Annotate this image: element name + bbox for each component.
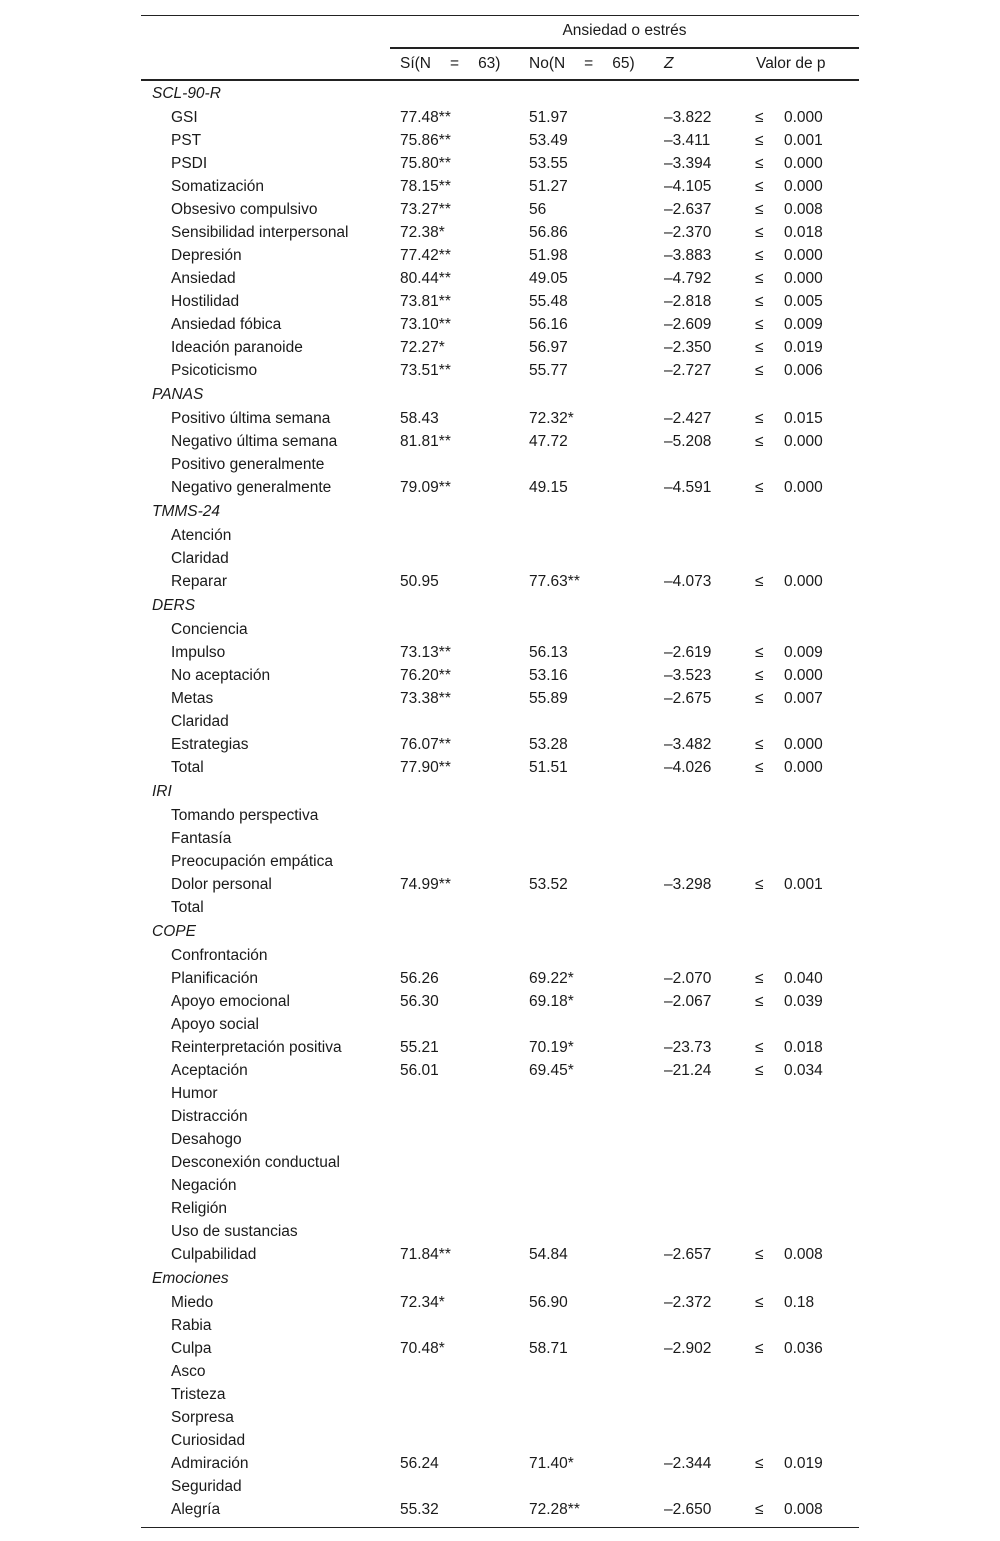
row-label: Reinterpretación positiva [171, 1039, 342, 1056]
value-no: 53.52 [529, 876, 568, 893]
section-title: SCL-90-R [152, 85, 221, 102]
value-no: 77.63** [529, 573, 580, 590]
le-symbol: ≤ [755, 759, 764, 776]
value-no: 53.28 [529, 736, 568, 753]
row-label: Religión [171, 1200, 228, 1217]
value-z: –2.350 [664, 339, 712, 356]
le-symbol: ≤ [755, 736, 764, 753]
value-z: –4.591 [664, 479, 712, 496]
value-si: 73.38** [400, 690, 451, 707]
le-symbol: ≤ [755, 1246, 764, 1263]
table-row [141, 1314, 859, 1337]
value-p: 0.009 [784, 644, 823, 661]
table-row [141, 896, 859, 919]
section-header [141, 919, 859, 944]
value-z: –2.070 [664, 970, 712, 987]
value-no: 47.72 [529, 433, 568, 450]
table-row [141, 618, 859, 641]
value-no: 69.18* [529, 993, 574, 1010]
row-label: Estrategias [171, 736, 249, 753]
le-symbol: ≤ [755, 644, 764, 661]
table-row [141, 290, 859, 313]
row-label: Total [171, 759, 204, 776]
value-no: 56.16 [529, 316, 568, 333]
table-row [141, 1337, 859, 1360]
value-p: 0.019 [784, 339, 823, 356]
value-no: 56 [529, 201, 547, 218]
section-header [141, 779, 859, 804]
table-row [141, 336, 859, 359]
value-si: 75.80** [400, 155, 451, 172]
value-no: 55.89 [529, 690, 568, 707]
value-no: 51.97 [529, 109, 568, 126]
le-symbol: ≤ [755, 1062, 764, 1079]
table-body [141, 81, 859, 1528]
table-row [141, 1452, 859, 1475]
value-p: 0.005 [784, 293, 823, 310]
row-label: Culpa [171, 1340, 212, 1357]
value-p: 0.000 [784, 433, 823, 450]
value-no: 54.84 [529, 1246, 568, 1263]
value-no: 56.86 [529, 224, 568, 241]
row-label: Obsesivo compulsivo [171, 201, 318, 218]
value-p: 0.000 [784, 573, 823, 590]
value-si: 76.07** [400, 736, 451, 753]
row-label: Distracción [171, 1108, 248, 1125]
le-symbol: ≤ [755, 1340, 764, 1357]
value-si: 55.32 [400, 1501, 439, 1518]
le-symbol: ≤ [755, 224, 764, 241]
le-symbol: ≤ [755, 1501, 764, 1518]
value-si: 70.48* [400, 1340, 445, 1357]
le-symbol: ≤ [755, 1039, 764, 1056]
value-si: 77.90** [400, 759, 451, 776]
value-z: –2.657 [664, 1246, 712, 1263]
le-symbol: ≤ [755, 316, 764, 333]
row-label: Metas [171, 690, 214, 707]
row-label: Conciencia [171, 621, 248, 638]
le-symbol: ≤ [755, 479, 764, 496]
value-z: –3.411 [664, 132, 711, 149]
table-row [141, 524, 859, 547]
le-symbol: ≤ [755, 433, 764, 450]
value-p: 0.036 [784, 1340, 823, 1357]
value-si: 73.81** [400, 293, 451, 310]
le-symbol: ≤ [755, 1294, 764, 1311]
value-p: 0.000 [784, 247, 823, 264]
table-row [141, 1220, 859, 1243]
le-symbol: ≤ [755, 155, 764, 172]
table-row [141, 476, 859, 499]
value-p: 0.008 [784, 1501, 823, 1518]
table-row [141, 990, 859, 1013]
row-label: No aceptación [171, 667, 271, 684]
row-label: Fantasía [171, 830, 232, 847]
le-symbol: ≤ [755, 573, 764, 590]
row-label: Tomando perspectiva [171, 807, 319, 824]
le-symbol: ≤ [755, 247, 764, 264]
le-symbol: ≤ [755, 178, 764, 195]
table-row [141, 641, 859, 664]
value-p: 0.000 [784, 667, 823, 684]
table-row [141, 1406, 859, 1429]
table-row [141, 1475, 859, 1498]
table-row [141, 1360, 859, 1383]
table-row [141, 1429, 859, 1452]
section-title: DERS [152, 597, 196, 614]
row-label: Culpabilidad [171, 1246, 257, 1263]
row-label: Sorpresa [171, 1409, 234, 1426]
value-z: –3.523 [664, 667, 712, 684]
value-si: 55.21 [400, 1039, 439, 1056]
value-z: –2.067 [664, 993, 712, 1010]
row-label: Apoyo emocional [171, 993, 290, 1010]
table-row [141, 1383, 859, 1406]
column-header-si: Sí(N = 63) [400, 55, 501, 72]
table-row [141, 175, 859, 198]
section-title: COPE [152, 923, 196, 940]
value-si: 73.27** [400, 201, 451, 218]
table-row [141, 967, 859, 990]
value-si: 56.26 [400, 970, 439, 987]
row-label: Hostilidad [171, 293, 240, 310]
value-no: 72.28** [529, 1501, 580, 1518]
table-row [141, 733, 859, 756]
le-symbol: ≤ [755, 109, 764, 126]
value-no: 49.05 [529, 270, 568, 287]
row-label: Reparar [171, 573, 227, 590]
value-si: 81.81** [400, 433, 451, 450]
le-symbol: ≤ [755, 201, 764, 218]
le-symbol: ≤ [755, 270, 764, 287]
value-no: 56.97 [529, 339, 568, 356]
value-si: 73.10** [400, 316, 451, 333]
table-row [141, 1036, 859, 1059]
value-p: 0.034 [784, 1062, 823, 1079]
row-label: Apoyo social [171, 1016, 259, 1033]
value-si: 76.20** [400, 667, 451, 684]
value-si: 73.13** [400, 644, 451, 661]
table-row [141, 152, 859, 175]
row-label: Negativo generalmente [171, 479, 332, 496]
row-label: Claridad [171, 713, 229, 730]
row-label: Humor [171, 1085, 218, 1102]
value-p: 0.000 [784, 155, 823, 172]
value-z: –2.344 [664, 1455, 712, 1472]
value-z: –4.105 [664, 178, 712, 195]
value-si: 58.43 [400, 410, 439, 427]
value-p: 0.000 [784, 270, 823, 287]
value-no: 53.49 [529, 132, 568, 149]
row-label: Dolor personal [171, 876, 272, 893]
table-row [141, 664, 859, 687]
table-row [141, 221, 859, 244]
row-label: Total [171, 899, 204, 916]
value-z: –4.792 [664, 270, 712, 287]
value-no: 56.90 [529, 1294, 568, 1311]
section-header [141, 499, 859, 524]
value-si: 56.24 [400, 1455, 439, 1472]
value-si: 50.95 [400, 573, 439, 590]
row-label: PSDI [171, 155, 208, 172]
table-row [141, 1197, 859, 1220]
value-z: –2.637 [664, 201, 712, 218]
value-no: 55.77 [529, 362, 568, 379]
le-symbol: ≤ [755, 132, 764, 149]
value-z: –23.73 [664, 1039, 712, 1056]
row-label: Aceptación [171, 1062, 248, 1079]
column-header-p: Valor de p [756, 55, 826, 72]
le-symbol: ≤ [755, 1455, 764, 1472]
le-symbol: ≤ [755, 339, 764, 356]
value-p: 0.039 [784, 993, 823, 1010]
value-no: 53.16 [529, 667, 568, 684]
value-no: 71.40* [529, 1455, 574, 1472]
value-no: 53.55 [529, 155, 568, 172]
value-si: 80.44** [400, 270, 451, 287]
row-label: Claridad [171, 550, 229, 567]
value-z: –2.609 [664, 316, 712, 333]
table-row [141, 547, 859, 570]
value-p: 0.008 [784, 1246, 823, 1263]
value-z: –3.298 [664, 876, 712, 893]
row-label: Rabia [171, 1317, 212, 1334]
row-label: Planificación [171, 970, 259, 987]
value-z: –2.427 [664, 410, 712, 427]
value-si: 74.99** [400, 876, 451, 893]
table-row [141, 827, 859, 850]
table-row [141, 1151, 859, 1174]
value-z: –5.208 [664, 433, 712, 450]
value-no: 56.13 [529, 644, 568, 661]
table-row [141, 198, 859, 221]
table-row [141, 407, 859, 430]
value-no: 69.45* [529, 1062, 574, 1079]
section-header [141, 382, 859, 407]
row-label: Confrontación [171, 947, 268, 964]
row-label: Atención [171, 527, 232, 544]
row-label: PST [171, 132, 202, 149]
value-si: 77.42** [400, 247, 451, 264]
table-row [141, 453, 859, 476]
table-row [141, 1013, 859, 1036]
row-label: GSI [171, 109, 198, 126]
value-z: –2.650 [664, 1501, 712, 1518]
value-p: 0.040 [784, 970, 823, 987]
table-row [141, 1291, 859, 1314]
table-row [141, 1059, 859, 1082]
column-header-no: No(N = 65) [529, 55, 635, 72]
value-no: 49.15 [529, 479, 568, 496]
value-p: 0.000 [784, 109, 823, 126]
value-p: 0.000 [784, 178, 823, 195]
row-label: Impulso [171, 644, 226, 661]
value-si: 75.86** [400, 132, 451, 149]
row-label: Asco [171, 1363, 206, 1380]
le-symbol: ≤ [755, 690, 764, 707]
row-label: Positivo generalmente [171, 456, 325, 473]
value-p: 0.018 [784, 1039, 823, 1056]
row-label: Ideación paranoide [171, 339, 303, 356]
value-si: 56.01 [400, 1062, 439, 1079]
value-z: –2.727 [664, 362, 712, 379]
value-no: 51.27 [529, 178, 568, 195]
row-label: Curiosidad [171, 1432, 246, 1449]
section-title: TMMS-24 [152, 503, 221, 520]
value-z: –3.883 [664, 247, 712, 264]
table-row [141, 1105, 859, 1128]
table-row [141, 1498, 859, 1521]
table-row [141, 106, 859, 129]
row-label: Negativo última semana [171, 433, 338, 450]
row-label: Alegría [171, 1501, 221, 1518]
row-label: Tristeza [171, 1386, 226, 1403]
value-si: 78.15** [400, 178, 451, 195]
value-si: 77.48** [400, 109, 451, 126]
table-row [141, 1174, 859, 1197]
row-label: Positivo última semana [171, 410, 331, 427]
value-no: 51.98 [529, 247, 568, 264]
table-row [141, 944, 859, 967]
table-row [141, 313, 859, 336]
value-p: 0.001 [784, 132, 823, 149]
row-label: Admiración [171, 1455, 249, 1472]
value-p: 0.008 [784, 201, 823, 218]
value-si: 72.27* [400, 339, 445, 356]
row-label: Ansiedad fóbica [171, 316, 282, 333]
section-header [141, 81, 859, 106]
value-p: 0.000 [784, 736, 823, 753]
value-p: 0.006 [784, 362, 823, 379]
value-p: 0.18 [784, 1294, 815, 1311]
table-row [141, 267, 859, 290]
value-p: 0.009 [784, 316, 823, 333]
value-si: 56.30 [400, 993, 439, 1010]
row-label: Depresión [171, 247, 242, 264]
value-z: –3.822 [664, 109, 712, 126]
value-si: 79.09** [400, 479, 451, 496]
row-label: Preocupación empática [171, 853, 333, 870]
table-row [141, 756, 859, 779]
row-label: Psicoticismo [171, 362, 258, 379]
value-z: –2.818 [664, 293, 712, 310]
section-header [141, 1266, 859, 1291]
table-row [141, 710, 859, 733]
row-label: Somatización [171, 178, 265, 195]
row-label: Sensibilidad interpersonal [171, 224, 349, 241]
group-header-ansiedad: Ansiedad o estrés [562, 22, 687, 39]
value-no: 51.51 [529, 759, 568, 776]
le-symbol: ≤ [755, 970, 764, 987]
row-label: Miedo [171, 1294, 214, 1311]
table-row [141, 359, 859, 382]
section-title: IRI [152, 783, 172, 800]
value-p: 0.019 [784, 1455, 823, 1472]
value-z: –4.026 [664, 759, 712, 776]
value-si: 72.38* [400, 224, 445, 241]
table-row [141, 1128, 859, 1151]
value-z: –2.370 [664, 224, 712, 241]
table-row [141, 129, 859, 152]
value-p: 0.000 [784, 759, 823, 776]
value-z: –2.619 [664, 644, 712, 661]
value-p: 0.001 [784, 876, 823, 893]
value-p: 0.015 [784, 410, 823, 427]
row-label: Uso de sustancias [171, 1223, 298, 1240]
value-si: 71.84** [400, 1246, 451, 1263]
value-no: 58.71 [529, 1340, 568, 1357]
table-row [141, 570, 859, 593]
value-no: 55.48 [529, 293, 568, 310]
group-header-rule [390, 47, 859, 49]
row-label: Desahogo [171, 1131, 242, 1148]
value-z: –2.675 [664, 690, 712, 707]
le-symbol: ≤ [755, 410, 764, 427]
row-label: Ansiedad [171, 270, 236, 287]
table-row [141, 687, 859, 710]
table-row [141, 873, 859, 896]
table-row [141, 850, 859, 873]
table-row [141, 244, 859, 267]
row-label: Desconexión conductual [171, 1154, 340, 1171]
table-row [141, 1082, 859, 1105]
le-symbol: ≤ [755, 362, 764, 379]
row-label: Negación [171, 1177, 237, 1194]
le-symbol: ≤ [755, 667, 764, 684]
value-z: –4.073 [664, 573, 712, 590]
value-no: 70.19* [529, 1039, 574, 1056]
value-si: 72.34* [400, 1294, 445, 1311]
value-p: 0.018 [784, 224, 823, 241]
le-symbol: ≤ [755, 993, 764, 1010]
value-p: 0.007 [784, 690, 823, 707]
section-header [141, 593, 859, 618]
value-si: 73.51** [400, 362, 451, 379]
section-title: PANAS [152, 386, 204, 403]
value-no: 69.22* [529, 970, 574, 987]
value-z: –3.482 [664, 736, 712, 753]
table-bottom-rule [141, 1527, 859, 1528]
value-no: 72.32* [529, 410, 574, 427]
table-row [141, 430, 859, 453]
le-symbol: ≤ [755, 876, 764, 893]
row-label: Seguridad [171, 1478, 242, 1495]
table-top-rule [141, 15, 859, 16]
le-symbol: ≤ [755, 293, 764, 310]
value-z: –2.372 [664, 1294, 712, 1311]
value-z: –21.24 [664, 1062, 712, 1079]
table-row [141, 804, 859, 827]
table-row [141, 1243, 859, 1266]
section-title: Emociones [152, 1270, 229, 1287]
value-z: –3.394 [664, 155, 712, 172]
column-header-z: Z [664, 55, 674, 72]
value-z: –2.902 [664, 1340, 712, 1357]
value-p: 0.000 [784, 479, 823, 496]
